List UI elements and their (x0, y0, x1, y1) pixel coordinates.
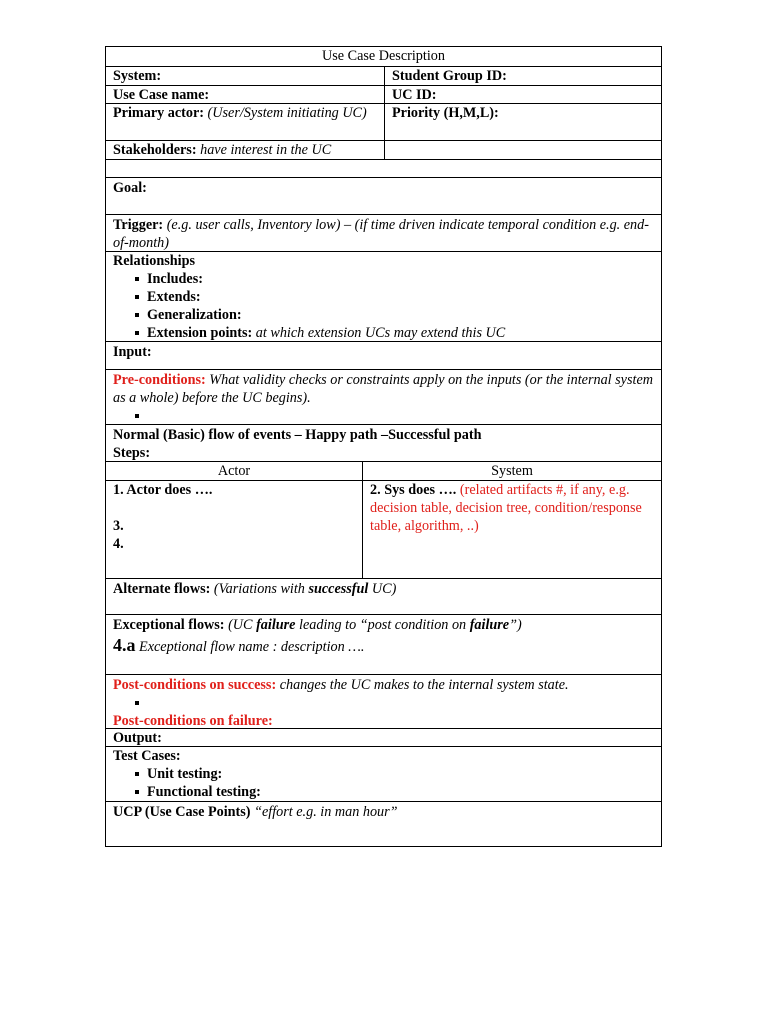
extension-points-item[interactable] (135, 324, 654, 342)
form-title-text: Use Case Description (322, 48, 445, 64)
exceptional-flows-field[interactable] (106, 614, 661, 674)
unit-testing-item[interactable]: Unit testing: (135, 765, 654, 783)
exceptional-hint-d: failure (469, 617, 510, 633)
relationships-section (106, 251, 661, 341)
steps-body-row (106, 480, 661, 578)
ucp-field[interactable] (106, 801, 661, 846)
stakeholders-empty-cell[interactable] (384, 141, 661, 159)
normal-flow-heading (106, 424, 661, 461)
post-success-label: Post-conditions on success: (113, 677, 277, 693)
system-field[interactable]: System: (113, 68, 162, 84)
use-case-form (105, 46, 662, 847)
exceptional-tag: 4.a (113, 635, 136, 655)
includes-item[interactable]: Includes: (135, 270, 654, 288)
actor-column-header: Actor (217, 463, 251, 479)
row-stakeholders (106, 140, 661, 159)
normal-flow-label: Normal (Basic) flow of events – Happy path –Successful path (113, 427, 482, 443)
primary-actor-label: Primary actor: (113, 105, 204, 121)
input-label: Input: (113, 344, 152, 360)
preconditions-section[interactable] (106, 369, 661, 424)
steps-label: Steps: (113, 445, 151, 461)
test-cases-section (106, 746, 661, 801)
trigger-field[interactable] (106, 214, 661, 251)
alternate-flows-label: Alternate flows: (113, 581, 211, 597)
steps-header-row (106, 461, 661, 480)
alternate-hint-a: (Variations with (210, 581, 309, 597)
functional-testing-item[interactable]: Functional testing: (135, 783, 654, 801)
goal-field[interactable] (106, 177, 661, 214)
input-field[interactable] (106, 341, 661, 369)
row-uc-name (106, 85, 661, 103)
extension-points-hint: at which extension UCs may extend this UC (255, 325, 506, 341)
relationships-list (113, 270, 654, 342)
goal-label: Goal: (113, 180, 147, 196)
alternate-hint-c: UC) (368, 581, 397, 597)
actor-step-4: 4. (113, 536, 124, 552)
post-failure-label: Post-conditions on failure: (113, 713, 273, 729)
exceptional-hint-b: failure (256, 617, 296, 633)
system-steps-cell[interactable] (362, 481, 661, 578)
exceptional-hint-e: ”) (509, 617, 522, 633)
uc-name-field[interactable]: Use Case name: (113, 87, 210, 103)
stakeholders-label: Stakeholders: (113, 142, 197, 158)
form-title (106, 47, 661, 66)
exceptional-desc: Exceptional flow name : description …. (135, 639, 365, 655)
preconditions-bullet (135, 407, 654, 425)
system-column-header: System (362, 462, 661, 480)
actor-step-blank (113, 499, 355, 517)
uc-id-field[interactable]: UC ID: (384, 86, 661, 103)
extension-points-label: Extension points: (147, 325, 256, 341)
test-cases-list (113, 765, 654, 801)
exceptional-hint-a: (UC (224, 617, 257, 633)
extends-item[interactable]: Extends: (135, 288, 654, 306)
stakeholders-field[interactable] (106, 141, 384, 159)
exceptional-hint-c: leading to “post condition on (295, 617, 470, 633)
group-id-field[interactable]: Student Group ID: (384, 67, 661, 85)
test-cases-label: Test Cases: (113, 748, 181, 764)
actor-step-3: 3. (113, 518, 124, 534)
output-label: Output: (113, 730, 162, 746)
preconditions-list (113, 407, 654, 425)
post-success-bullet (135, 694, 654, 712)
actor-steps-cell[interactable] (106, 481, 362, 578)
ucp-label: UCP (Use Case Points) (113, 804, 251, 820)
primary-actor-field[interactable] (106, 104, 384, 140)
exceptional-flows-label: Exceptional flows: (113, 617, 225, 633)
preconditions-label: Pre-conditions: (113, 372, 206, 388)
actor-step-1: 1. Actor does …. (113, 482, 213, 498)
trigger-hint: (e.g. user calls, Inventory low) – (if time driven indicate temporal condition e.g. end-of-month) (113, 217, 649, 251)
trigger-label: Trigger: (113, 217, 164, 233)
priority-field[interactable]: Priority (H,M,L): (384, 104, 661, 140)
relationships-label: Relationships (113, 253, 195, 269)
alternate-flows-field[interactable] (106, 578, 661, 614)
alternate-hint-b: successful (308, 581, 369, 597)
primary-actor-hint: (User/System initiating UC) (204, 105, 367, 121)
system-step-2: 2. Sys does …. (370, 482, 457, 498)
preconditions-hint: What validity checks or constraints apply on the inputs (or the internal system as a whole) before the UC begins). (113, 372, 653, 406)
stakeholders-hint: have interest in the UC (196, 142, 332, 158)
postconditions-section[interactable] (106, 674, 661, 728)
system-step-2-hint: (related artifacts #, if any, e.g. decision table, decision tree, condition/response table, algorithm, ..) (370, 482, 642, 534)
post-success-list (113, 694, 654, 712)
output-field[interactable] (106, 728, 661, 746)
generalization-item[interactable]: Generalization: (135, 306, 654, 324)
ucp-hint: “effort e.g. in man hour” (250, 804, 398, 820)
post-success-hint: changes the UC makes to the internal system state. (276, 677, 569, 693)
row-system (106, 66, 661, 85)
empty-spacer-row (106, 159, 661, 177)
row-primary-actor (106, 103, 661, 140)
